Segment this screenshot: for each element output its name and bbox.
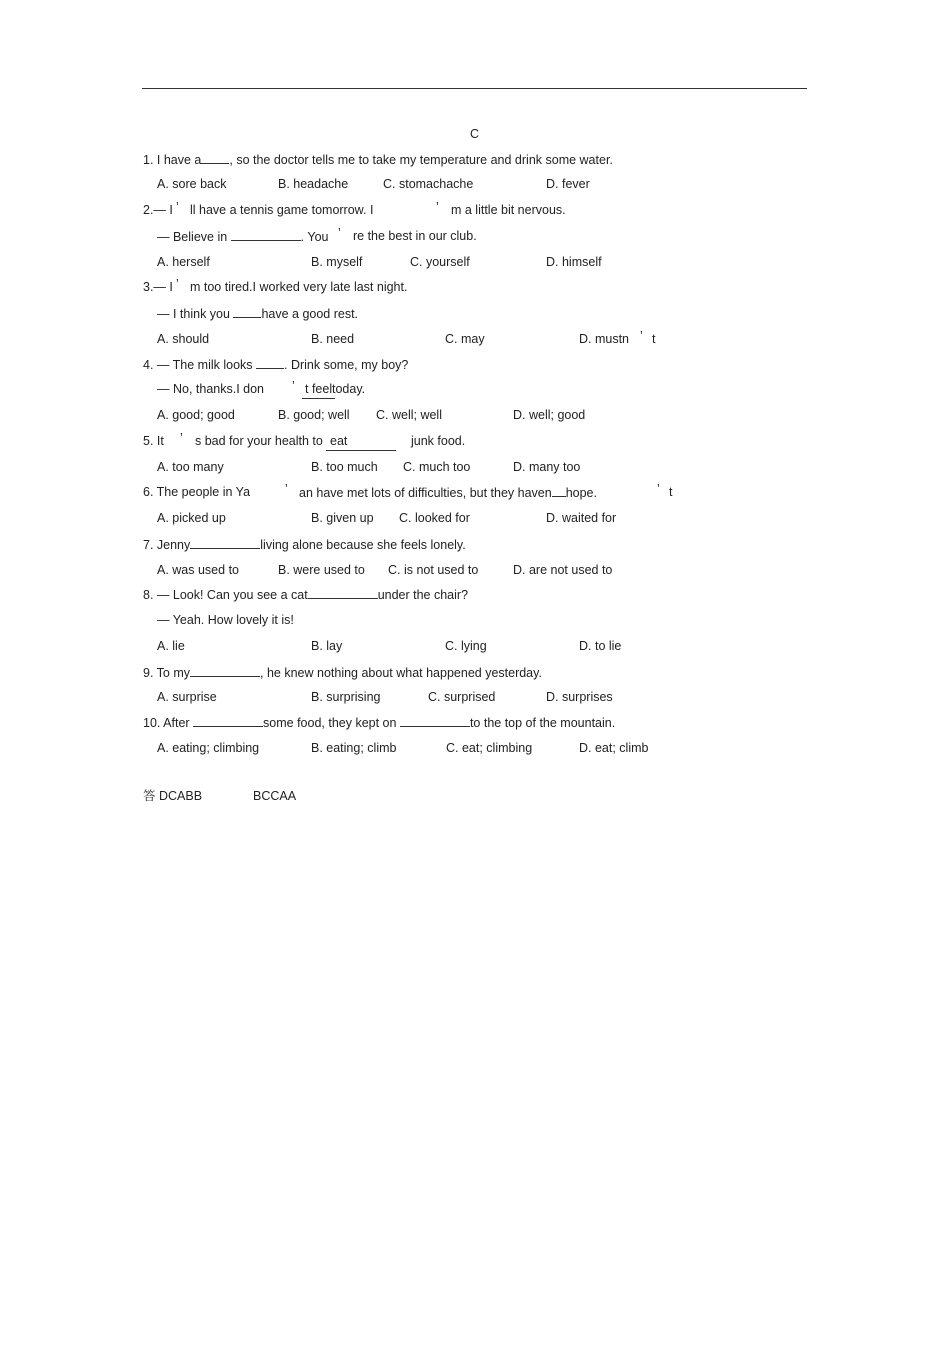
q9-option-b: B. surprising	[311, 690, 381, 704]
header-rule	[142, 88, 807, 89]
q4-line-2c: today.	[332, 382, 366, 396]
blank	[231, 228, 301, 241]
q6-line-d: t	[669, 485, 673, 499]
question-10: 10. After some food, they kept on to the top of the mountain.	[143, 716, 616, 730]
q8-option-b: B. lay	[311, 639, 343, 653]
q6-line-a: 6. The people in Ya	[143, 485, 251, 499]
q4-option-b: B. good; well	[278, 408, 350, 422]
q6-option-d: D. waited for	[546, 511, 617, 525]
q2-option-b: B. myself	[311, 255, 363, 269]
q2-line-1a: 2.— I	[143, 203, 173, 217]
question-9: 9. To my , he knew nothing about what happened yesterday.	[143, 666, 542, 680]
q6-line-b: an have met lots of difficulties, but they haven hope.	[299, 486, 597, 500]
apostrophe: ’	[338, 226, 341, 240]
q5-line-b: s bad for your health to	[195, 434, 323, 448]
apostrophe: ’	[657, 482, 660, 496]
q2-line-2b: re the best in our club.	[353, 229, 477, 243]
q5-line-d: junk food.	[411, 434, 466, 448]
q2-line-2a: — Believe in . You	[157, 230, 329, 244]
blank	[400, 714, 470, 727]
q3-line-1a: 3.— I	[143, 280, 173, 294]
q4-option-d: D. well; good	[513, 408, 586, 422]
q7-option-d: D. are not used to	[513, 563, 613, 577]
blank	[190, 664, 260, 677]
q1-option-a: A. sore back	[157, 177, 227, 191]
q10-option-d: D. eat; climb	[579, 741, 649, 755]
q8-option-a: A. lie	[157, 639, 185, 653]
q2-option-a: A. herself	[157, 255, 210, 269]
q3-option-b: B. need	[311, 332, 355, 346]
blank	[256, 356, 284, 369]
q4-line-2b: t feel	[302, 381, 335, 399]
q6-option-b: B. given up	[311, 511, 374, 525]
apostrophe: ’	[176, 277, 179, 291]
blank	[308, 586, 378, 599]
q2-line-1c: m a little bit nervous.	[451, 203, 566, 217]
q8-option-c: C. lying	[445, 639, 487, 653]
q4-option-a: A. good; good	[157, 408, 235, 422]
blank	[190, 536, 260, 549]
q9-option-a: A. surprise	[157, 690, 217, 704]
apostrophe: ’	[640, 329, 643, 343]
question-1: 1. I have a , so the doctor tells me to take my temperature and drink some water.	[143, 153, 613, 167]
answer-key-part-2: BCCAA	[253, 789, 297, 803]
q6-option-a: A. picked up	[157, 511, 226, 525]
q9-option-d: D. surprises	[546, 690, 613, 704]
apostrophe: ’	[180, 431, 183, 445]
q8-option-d: D. to lie	[579, 639, 622, 653]
q7-option-b: B. were used to	[278, 563, 365, 577]
q7-option-a: A. was used to	[157, 563, 239, 577]
q3-option-d-tail: t	[652, 332, 656, 346]
apostrophe: ’	[285, 482, 288, 496]
q5-option-c: C. much too	[403, 460, 471, 474]
q3-option-a: A. should	[157, 332, 210, 346]
q5-line-a: 5. It	[143, 434, 164, 448]
q3-option-d: D. mustn	[579, 332, 630, 346]
q4-option-c: C. well; well	[376, 408, 442, 422]
q2-line-1b: ll have a tennis game tomorrow. I	[190, 203, 374, 217]
apostrophe: ’	[436, 200, 439, 214]
q3-line-2: — I think you have a good rest.	[157, 307, 359, 321]
question-7: 7. Jenny living alone because she feels lonely.	[143, 538, 466, 552]
blank	[233, 305, 261, 318]
blank	[193, 714, 263, 727]
q5-line-blank: eat	[326, 433, 396, 451]
q10-option-a: A. eating; climbing	[157, 741, 260, 755]
apostrophe: ’	[292, 379, 295, 393]
q8-line-2: — Yeah. How lovely it is!	[157, 613, 294, 627]
q7-option-c: C. is not used to	[388, 563, 479, 577]
q3-line-1b: m too tired.I worked very late last night.	[190, 280, 408, 294]
q3-option-c: C. may	[445, 332, 485, 346]
q2-option-d: D. himself	[546, 255, 602, 269]
q10-option-c: C. eat; climbing	[446, 741, 533, 755]
blank	[201, 151, 229, 164]
answer-key-part-1: 答 DCABB	[143, 789, 203, 803]
q2-option-c: C. yourself	[410, 255, 470, 269]
q1-option-b: B. headache	[278, 177, 349, 191]
q1-option-d: D. fever	[546, 177, 590, 191]
q10-option-b: B. eating; climb	[311, 741, 397, 755]
q5-option-d: D. many too	[513, 460, 581, 474]
q6-option-c: C. looked for	[399, 511, 470, 525]
q5-option-a: A. too many	[157, 460, 224, 474]
q5-option-b: B. too much	[311, 460, 378, 474]
q4-line-1: 4. — The milk looks . Drink some, my boy?	[143, 358, 409, 372]
q4-line-2a: — No, thanks.I don	[157, 382, 265, 396]
q1-option-c: C. stomachache	[383, 177, 474, 191]
section-label: C	[470, 127, 480, 141]
blank	[552, 484, 566, 497]
q9-option-c: C. surprised	[428, 690, 496, 704]
apostrophe: ’	[176, 200, 179, 214]
question-8: 8. — Look! Can you see a cat under the chair?	[143, 588, 469, 602]
